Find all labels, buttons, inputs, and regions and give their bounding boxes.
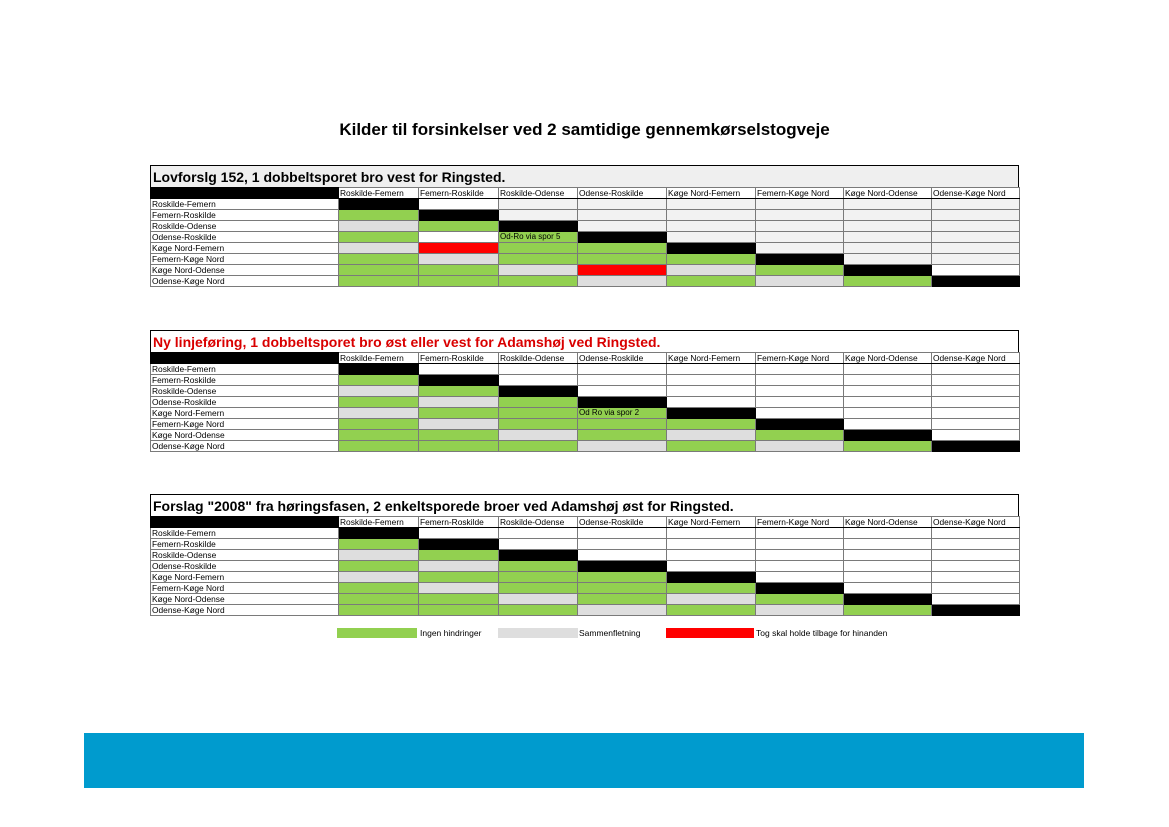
- row-header: Køge Nord-Femern: [151, 408, 339, 419]
- matrix-cell: [756, 232, 844, 243]
- matrix-cell: [339, 386, 419, 397]
- matrix-cell: [419, 364, 499, 375]
- matrix-cell: [756, 528, 844, 539]
- matrix-cell: [499, 364, 578, 375]
- matrix-cell: [932, 430, 1020, 441]
- conflict-matrix: [150, 352, 1020, 452]
- matrix-cell: [419, 386, 499, 397]
- matrix-cell: [667, 572, 756, 583]
- matrix-cell: [756, 276, 844, 287]
- matrix-cell: [339, 243, 419, 254]
- matrix-cell: [419, 265, 499, 276]
- matrix-cell: [419, 430, 499, 441]
- legend-label: Ingen hindringer: [420, 628, 482, 638]
- matrix-cell: [932, 572, 1020, 583]
- matrix-cell: [844, 539, 932, 550]
- row-header: Roskilde-Femern: [151, 364, 339, 375]
- matrix-cell: [419, 572, 499, 583]
- matrix-cell: [419, 232, 499, 243]
- matrix-cell: [419, 199, 499, 210]
- table-row: [151, 232, 1020, 243]
- matrix-cell: [419, 594, 499, 605]
- table-row: [151, 572, 1020, 583]
- matrix-cell: [667, 539, 756, 550]
- matrix-cell: [932, 528, 1020, 539]
- conflict-matrix: [150, 187, 1020, 287]
- matrix-cell: [339, 561, 419, 572]
- matrix-cell: [499, 199, 578, 210]
- matrix-cell: [419, 583, 499, 594]
- column-header: Roskilde-Femern: [339, 188, 419, 199]
- matrix-cell: [667, 276, 756, 287]
- matrix-cell: [339, 594, 419, 605]
- row-header: Odense-Roskilde: [151, 232, 339, 243]
- matrix-cell: [844, 605, 932, 616]
- matrix-cell: [667, 364, 756, 375]
- matrix-cell: [844, 528, 932, 539]
- column-header: Køge Nord-Femern: [667, 353, 756, 364]
- matrix-cell: [499, 539, 578, 550]
- matrix-cell: [419, 550, 499, 561]
- matrix-cell: [756, 375, 844, 386]
- row-header: Odense-Køge Nord: [151, 605, 339, 616]
- matrix-cell: [667, 583, 756, 594]
- matrix-cell: [932, 408, 1020, 419]
- matrix-cell: [667, 528, 756, 539]
- table-row: [151, 254, 1020, 265]
- matrix-cell: [578, 375, 667, 386]
- matrix-cell: [578, 386, 667, 397]
- matrix-cell: [339, 276, 419, 287]
- matrix-cell: [756, 441, 844, 452]
- matrix-cell: [499, 221, 578, 232]
- matrix-cell: [499, 408, 578, 419]
- matrix-cell: [844, 364, 932, 375]
- matrix-cell: [667, 605, 756, 616]
- matrix-cell: [339, 572, 419, 583]
- matrix-cell: [667, 375, 756, 386]
- matrix-cell: [499, 594, 578, 605]
- matrix-cell: [756, 594, 844, 605]
- row-header: Roskilde-Odense: [151, 221, 339, 232]
- matrix-cell: [932, 375, 1020, 386]
- matrix-cell: [578, 364, 667, 375]
- matrix-cell: [499, 605, 578, 616]
- column-header: Odense-Køge Nord: [932, 188, 1020, 199]
- table-row: [151, 210, 1020, 221]
- column-header: Odense-Roskilde: [578, 353, 667, 364]
- cell-note: Od Ro via spor 2: [578, 408, 667, 419]
- matrix-cell: [499, 254, 578, 265]
- matrix-cell: [419, 221, 499, 232]
- matrix-cell: [756, 430, 844, 441]
- legend-swatch-red: [666, 628, 754, 638]
- table-row: [151, 276, 1020, 287]
- column-header: Roskilde-Femern: [339, 353, 419, 364]
- matrix-cell: [339, 364, 419, 375]
- row-header: Femern-Roskilde: [151, 539, 339, 550]
- table-row: [151, 419, 1020, 430]
- legend-label: Tog skal holde tilbage for hinanden: [756, 628, 888, 638]
- table-row: [151, 441, 1020, 452]
- table-title: Forslag "2008" fra høringsfasen, 2 enkeltsporede broer ved Adamshøj øst for Ringsted.: [150, 494, 1019, 516]
- matrix-cell: [419, 605, 499, 616]
- table-row: [151, 583, 1020, 594]
- matrix-cell: [499, 276, 578, 287]
- column-header: Femern-Køge Nord: [756, 188, 844, 199]
- matrix-cell: [578, 605, 667, 616]
- matrix-cell: [756, 386, 844, 397]
- row-header: Odense-Roskilde: [151, 561, 339, 572]
- matrix-cell: [756, 243, 844, 254]
- matrix-cell: [756, 539, 844, 550]
- row-header: Køge Nord-Femern: [151, 572, 339, 583]
- row-header: Odense-Køge Nord: [151, 276, 339, 287]
- table-row: [151, 561, 1020, 572]
- matrix-cell: [578, 561, 667, 572]
- column-header: Køge Nord-Odense: [844, 517, 932, 528]
- matrix-cell: [667, 397, 756, 408]
- matrix-cell: [667, 221, 756, 232]
- matrix-cell: [499, 419, 578, 430]
- matrix-cell: [578, 419, 667, 430]
- matrix-cell: [339, 528, 419, 539]
- matrix-cell: [578, 430, 667, 441]
- matrix-cell: [932, 550, 1020, 561]
- matrix-cell: [339, 430, 419, 441]
- matrix-cell: [339, 265, 419, 276]
- conflict-matrix: [150, 516, 1020, 616]
- matrix-cell: [667, 594, 756, 605]
- matrix-cell: [844, 265, 932, 276]
- matrix-cell: [932, 243, 1020, 254]
- matrix-cell: [499, 550, 578, 561]
- matrix-cell: [932, 232, 1020, 243]
- matrix-cell: [578, 594, 667, 605]
- table-row: [151, 386, 1020, 397]
- row-header: Køge Nord-Odense: [151, 430, 339, 441]
- matrix-cell: [578, 397, 667, 408]
- matrix-cell: [667, 254, 756, 265]
- matrix-cell: [932, 210, 1020, 221]
- footer-bar: [84, 733, 1084, 788]
- table-row: [151, 221, 1020, 232]
- matrix-cell: [578, 254, 667, 265]
- matrix-cell: [667, 243, 756, 254]
- matrix-cell: [419, 397, 499, 408]
- matrix-cell: [667, 265, 756, 276]
- matrix-cell: [419, 375, 499, 386]
- matrix-cell: [339, 550, 419, 561]
- matrix-cell: [419, 539, 499, 550]
- matrix-cell: [756, 265, 844, 276]
- matrix-cell: [499, 528, 578, 539]
- matrix-cell: [844, 408, 932, 419]
- matrix-cell: [578, 550, 667, 561]
- header-row: [151, 353, 1020, 364]
- matrix-cell: [578, 232, 667, 243]
- header-row: [151, 188, 1020, 199]
- column-header: Odense-Køge Nord: [932, 353, 1020, 364]
- matrix-cell: [339, 210, 419, 221]
- conflict-table-block: [150, 165, 1019, 287]
- table-title: Lovforslg 152, 1 dobbeltsporet bro vest for Ringsted.: [150, 165, 1019, 187]
- table-row: [151, 430, 1020, 441]
- column-header: Roskilde-Odense: [499, 517, 578, 528]
- matrix-cell: [578, 539, 667, 550]
- matrix-cell: [756, 408, 844, 419]
- matrix-cell: [932, 221, 1020, 232]
- row-header: Roskilde-Femern: [151, 199, 339, 210]
- matrix-cell: [667, 408, 756, 419]
- matrix-cell: [756, 561, 844, 572]
- row-header: Roskilde-Femern: [151, 528, 339, 539]
- matrix-cell: [844, 210, 932, 221]
- matrix-cell: [419, 441, 499, 452]
- matrix-cell: [339, 419, 419, 430]
- matrix-cell: [756, 397, 844, 408]
- matrix-cell: [578, 199, 667, 210]
- matrix-cell: [932, 276, 1020, 287]
- row-header: Køge Nord-Femern: [151, 243, 339, 254]
- matrix-cell: [419, 276, 499, 287]
- matrix-cell: [844, 430, 932, 441]
- matrix-cell: [756, 572, 844, 583]
- matrix-cell: [667, 199, 756, 210]
- matrix-cell: [844, 594, 932, 605]
- matrix-cell: [499, 441, 578, 452]
- matrix-cell: [667, 419, 756, 430]
- matrix-cell: [419, 419, 499, 430]
- matrix-cell: [499, 386, 578, 397]
- matrix-cell: [499, 572, 578, 583]
- conflict-table-block: [150, 330, 1019, 452]
- table-row: [151, 594, 1020, 605]
- matrix-cell: [339, 397, 419, 408]
- row-header: Femern-Roskilde: [151, 210, 339, 221]
- matrix-cell: [844, 243, 932, 254]
- matrix-cell: [756, 419, 844, 430]
- matrix-cell: [932, 605, 1020, 616]
- matrix-cell: [844, 419, 932, 430]
- matrix-cell: [756, 605, 844, 616]
- table-row: [151, 265, 1020, 276]
- matrix-cell: [578, 210, 667, 221]
- matrix-cell: [499, 397, 578, 408]
- matrix-cell: [844, 199, 932, 210]
- legend-swatch-gray: [498, 628, 578, 638]
- matrix-cell: [844, 561, 932, 572]
- matrix-cell: [339, 232, 419, 243]
- matrix-cell: [419, 254, 499, 265]
- corner-cell: [151, 188, 339, 199]
- matrix-cell: [844, 232, 932, 243]
- column-header: Odense-Roskilde: [578, 188, 667, 199]
- column-header: Odense-Roskilde: [578, 517, 667, 528]
- matrix-cell: [419, 408, 499, 419]
- table-row: [151, 199, 1020, 210]
- matrix-cell: [578, 441, 667, 452]
- matrix-cell: [578, 572, 667, 583]
- matrix-cell: [499, 265, 578, 276]
- matrix-cell: [339, 408, 419, 419]
- matrix-cell: [932, 583, 1020, 594]
- matrix-cell: [667, 210, 756, 221]
- matrix-cell: [419, 561, 499, 572]
- table-row: [151, 397, 1020, 408]
- matrix-cell: [419, 243, 499, 254]
- column-header: Femern-Roskilde: [419, 517, 499, 528]
- matrix-cell: [756, 550, 844, 561]
- table-title: Ny linjeføring, 1 dobbeltsporet bro øst eller vest for Adamshøj ved Ringsted.: [150, 330, 1019, 352]
- matrix-cell: [844, 583, 932, 594]
- matrix-cell: [756, 364, 844, 375]
- legend-swatch-green: [337, 628, 417, 638]
- matrix-cell: [339, 199, 419, 210]
- matrix-cell: [499, 375, 578, 386]
- table-row: [151, 243, 1020, 254]
- table-row: [151, 539, 1020, 550]
- table-row: [151, 550, 1020, 561]
- column-header: Odense-Køge Nord: [932, 517, 1020, 528]
- matrix-cell: [756, 210, 844, 221]
- matrix-cell: [578, 221, 667, 232]
- matrix-cell: [339, 441, 419, 452]
- matrix-cell: [756, 199, 844, 210]
- conflict-table-block: [150, 494, 1019, 616]
- column-header: Femern-Køge Nord: [756, 353, 844, 364]
- matrix-cell: [339, 254, 419, 265]
- row-header: Roskilde-Odense: [151, 386, 339, 397]
- corner-cell: [151, 353, 339, 364]
- row-header: Femern-Roskilde: [151, 375, 339, 386]
- matrix-cell: [339, 221, 419, 232]
- matrix-cell: [932, 594, 1020, 605]
- matrix-cell: [499, 583, 578, 594]
- row-header: Køge Nord-Odense: [151, 265, 339, 276]
- matrix-cell: [578, 528, 667, 539]
- matrix-cell: [667, 430, 756, 441]
- matrix-cell: [419, 210, 499, 221]
- matrix-cell: [844, 550, 932, 561]
- header-row: [151, 517, 1020, 528]
- legend-label: Sammenfletning: [579, 628, 641, 638]
- matrix-cell: [667, 232, 756, 243]
- matrix-cell: [932, 265, 1020, 276]
- matrix-cell: [667, 561, 756, 572]
- matrix-cell: [932, 254, 1020, 265]
- matrix-cell: [844, 276, 932, 287]
- matrix-cell: [844, 572, 932, 583]
- matrix-cell: [756, 583, 844, 594]
- matrix-cell: [932, 199, 1020, 210]
- matrix-cell: [844, 441, 932, 452]
- matrix-cell: [932, 441, 1020, 452]
- matrix-cell: [844, 375, 932, 386]
- matrix-cell: [932, 364, 1020, 375]
- matrix-cell: [419, 528, 499, 539]
- matrix-cell: [932, 539, 1020, 550]
- matrix-cell: [844, 254, 932, 265]
- row-header: Køge Nord-Odense: [151, 594, 339, 605]
- table-row: [151, 364, 1020, 375]
- matrix-cell: [667, 441, 756, 452]
- column-header: Femern-Køge Nord: [756, 517, 844, 528]
- matrix-cell: [932, 419, 1020, 430]
- matrix-cell: [339, 539, 419, 550]
- matrix-cell: [339, 375, 419, 386]
- matrix-cell: [578, 583, 667, 594]
- column-header: Køge Nord-Odense: [844, 353, 932, 364]
- row-header: Femern-Køge Nord: [151, 583, 339, 594]
- matrix-cell: [578, 243, 667, 254]
- row-header: Femern-Køge Nord: [151, 254, 339, 265]
- matrix-cell: [844, 397, 932, 408]
- row-header: Odense-Roskilde: [151, 397, 339, 408]
- matrix-cell: [339, 583, 419, 594]
- column-header: Køge Nord-Femern: [667, 188, 756, 199]
- corner-cell: [151, 517, 339, 528]
- matrix-cell: [844, 386, 932, 397]
- table-row: [151, 408, 1020, 419]
- matrix-cell: [844, 221, 932, 232]
- matrix-cell: [339, 605, 419, 616]
- column-header: Køge Nord-Odense: [844, 188, 932, 199]
- table-row: [151, 528, 1020, 539]
- column-header: Køge Nord-Femern: [667, 517, 756, 528]
- matrix-cell: [499, 561, 578, 572]
- matrix-cell: [667, 386, 756, 397]
- row-header: Roskilde-Odense: [151, 550, 339, 561]
- matrix-cell: [932, 397, 1020, 408]
- cell-note: Od-Ro via spor 5: [499, 232, 578, 243]
- column-header: Roskilde-Femern: [339, 517, 419, 528]
- column-header: Femern-Roskilde: [419, 188, 499, 199]
- matrix-cell: [756, 254, 844, 265]
- matrix-cell: [932, 561, 1020, 572]
- page-title: Kilder til forsinkelser ved 2 samtidige gennemkørselstogveje: [339, 120, 830, 139]
- table-row: [151, 375, 1020, 386]
- column-header: Roskilde-Odense: [499, 188, 578, 199]
- matrix-cell: [499, 430, 578, 441]
- matrix-cell: [499, 243, 578, 254]
- row-header: Odense-Køge Nord: [151, 441, 339, 452]
- row-header: Femern-Køge Nord: [151, 419, 339, 430]
- matrix-cell: [578, 265, 667, 276]
- column-header: Femern-Roskilde: [419, 353, 499, 364]
- matrix-cell: [667, 550, 756, 561]
- matrix-cell: [756, 221, 844, 232]
- column-header: Roskilde-Odense: [499, 353, 578, 364]
- matrix-cell: [578, 276, 667, 287]
- table-row: [151, 605, 1020, 616]
- matrix-cell: [932, 386, 1020, 397]
- matrix-cell: [499, 210, 578, 221]
